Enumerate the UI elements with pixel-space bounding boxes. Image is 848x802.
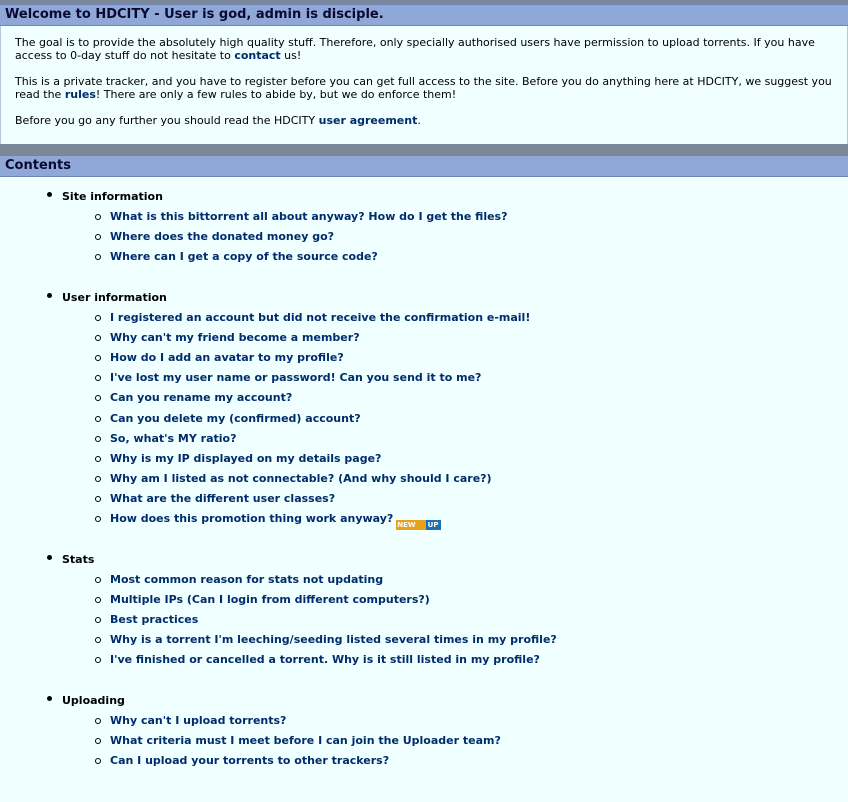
faq-question-item — [62, 650, 848, 670]
faq-question-item — [62, 489, 848, 509]
welcome-text-3: Before you go any further you should read the HDCITY — [15, 114, 319, 127]
faq-question-link[interactable]: So, what's MY ratio? — [110, 431, 237, 445]
circle-bullet-icon — [95, 214, 101, 220]
circle-bullet-icon — [95, 436, 101, 442]
faq-question-list — [62, 308, 848, 530]
user-agreement-link[interactable]: user agreement — [318, 114, 418, 127]
faq-question-item — [62, 630, 848, 650]
faq-question-item — [62, 368, 848, 388]
faq-section-stats — [0, 550, 848, 671]
contents-panel — [0, 155, 848, 771]
faq-question-link[interactable]: Most common reason for stats not updating — [110, 572, 384, 586]
faq-question-item — [62, 388, 848, 408]
faq-question-link[interactable]: Why is a torrent I'm leeching/seeding listed several times in my profile? — [110, 633, 557, 647]
faq-question-link[interactable]: How do I add an avatar to my profile? — [110, 350, 344, 364]
contact-link[interactable]: contact — [234, 49, 281, 62]
faq-question-item — [62, 751, 848, 771]
circle-bullet-icon — [95, 476, 101, 482]
faq-section-user-information — [0, 288, 848, 530]
faq-question-link[interactable]: I registered an account but did not receive the confirmation e-mail! — [110, 310, 531, 324]
faq-question-item — [62, 590, 848, 610]
faq-question-item — [62, 449, 848, 469]
faq-question-list — [62, 570, 848, 671]
up-badge-label: UP — [427, 521, 439, 530]
faq-question-item — [62, 409, 848, 429]
circle-bullet-icon — [95, 738, 101, 744]
bullet-icon — [47, 555, 52, 560]
circle-bullet-icon — [95, 516, 101, 522]
faq-question-link[interactable]: Why can't my friend become a member? — [110, 330, 360, 344]
faq-question-item — [62, 348, 848, 368]
rules-link[interactable]: rules — [64, 88, 96, 101]
faq-question-item — [62, 308, 848, 328]
faq-section-list — [0, 187, 848, 771]
faq-question-link[interactable]: Can you delete my (confirmed) account? — [110, 411, 361, 425]
faq-section-title: Uploading — [62, 693, 125, 707]
bullet-icon — [47, 293, 52, 298]
circle-bullet-icon — [95, 577, 101, 583]
circle-bullet-icon — [95, 617, 101, 623]
welcome-paragraph-2 — [15, 75, 833, 101]
faq-question-item — [62, 429, 848, 449]
circle-bullet-icon — [95, 355, 101, 361]
faq-question-link[interactable]: What are the different user classes? — [110, 492, 336, 506]
faq-question-link[interactable]: Why is my IP displayed on my details page? — [110, 451, 382, 465]
faq-question-item — [62, 227, 848, 247]
faq-question-link[interactable]: Where can I get a copy of the source code? — [110, 250, 378, 264]
bullet-icon — [47, 192, 52, 197]
circle-bullet-icon — [95, 335, 101, 341]
faq-section-site-information — [0, 187, 848, 268]
faq-question-link[interactable]: Why can't I upload torrents? — [110, 713, 287, 727]
welcome-text-3-tail: . — [417, 114, 421, 127]
contents-body — [0, 177, 848, 771]
welcome-body — [0, 26, 848, 144]
faq-question-link[interactable]: I've finished or cancelled a torrent. Why is it still listed in my profile? — [110, 653, 540, 667]
circle-bullet-icon — [95, 315, 101, 321]
faq-question-item — [62, 731, 848, 751]
welcome-paragraph-3 — [15, 114, 833, 127]
faq-question-item — [62, 207, 848, 227]
faq-question-link[interactable]: What is this bittorrent all about anyway? How do I get the files? — [110, 210, 508, 223]
faq-question-item — [62, 610, 848, 630]
circle-bullet-icon — [95, 416, 101, 422]
circle-bullet-icon — [95, 657, 101, 663]
welcome-text-2: This is a private tracker, and you have to register before you can get full access to the site. Before you do anything here at HDCITY, we suggest you read the — [15, 75, 832, 101]
circle-bullet-icon — [95, 758, 101, 764]
faq-section-uploading — [0, 691, 848, 772]
welcome-text-1: The goal is to provide the absolutely high quality stuff. Therefore, only specially authorised users have permission to upload torrents. If you have access to 0-day stuff do not hesitate to — [15, 36, 815, 62]
welcome-text-2-tail: ! There are only a few rules to abide by, but we do enforce them! — [95, 88, 457, 101]
faq-question-list — [62, 711, 848, 772]
faq-question-item — [62, 247, 848, 267]
faq-section-title: User information — [62, 290, 167, 304]
circle-bullet-icon — [95, 637, 101, 643]
welcome-text-1-tail: us! — [280, 49, 302, 62]
faq-question-item — [62, 509, 848, 529]
welcome-panel — [0, 4, 848, 144]
circle-bullet-icon — [95, 234, 101, 240]
faq-question-link[interactable]: I've lost my user name or password! Can you send it to me? — [110, 371, 482, 385]
circle-bullet-icon — [95, 496, 101, 502]
contents-title: Contents — [0, 155, 848, 177]
faq-question-link[interactable]: Where does the donated money go? — [110, 230, 335, 244]
faq-question-link[interactable]: Multiple IPs (Can I login from different computers?) — [110, 592, 430, 606]
section-divider — [0, 144, 848, 155]
circle-bullet-icon — [95, 375, 101, 381]
faq-question-item — [62, 469, 848, 489]
faq-section-title: Stats — [62, 552, 95, 566]
circle-bullet-icon — [95, 395, 101, 401]
bullet-icon — [47, 696, 52, 701]
faq-section-title: Site information — [62, 190, 163, 203]
faq-question-list — [62, 207, 848, 268]
faq-question-link[interactable]: Can you rename my account? — [110, 391, 293, 405]
new-badge-label: NEW — [396, 520, 425, 530]
faq-question-item — [62, 570, 848, 590]
faq-question-link[interactable]: Can I upload your torrents to other trackers? — [110, 753, 390, 767]
welcome-paragraph-1 — [15, 36, 833, 62]
circle-bullet-icon — [95, 597, 101, 603]
faq-question-link[interactable]: Best practices — [110, 613, 199, 626]
faq-question-item — [62, 711, 848, 731]
circle-bullet-icon — [95, 456, 101, 462]
circle-bullet-icon — [95, 254, 101, 260]
faq-question-link[interactable]: How does this promotion thing work anyway? — [110, 512, 394, 526]
faq-question-item — [62, 328, 848, 348]
welcome-title: Welcome to HDCITY - User is god, admin is disciple. — [0, 4, 848, 26]
faq-question-link[interactable]: What criteria must I meet before I can join the Uploader team? — [110, 733, 501, 747]
faq-question-link[interactable]: Why am I listed as not connectable? (And why should I care?) — [110, 472, 492, 486]
circle-bullet-icon — [95, 718, 101, 724]
new-update-badge — [396, 514, 440, 530]
